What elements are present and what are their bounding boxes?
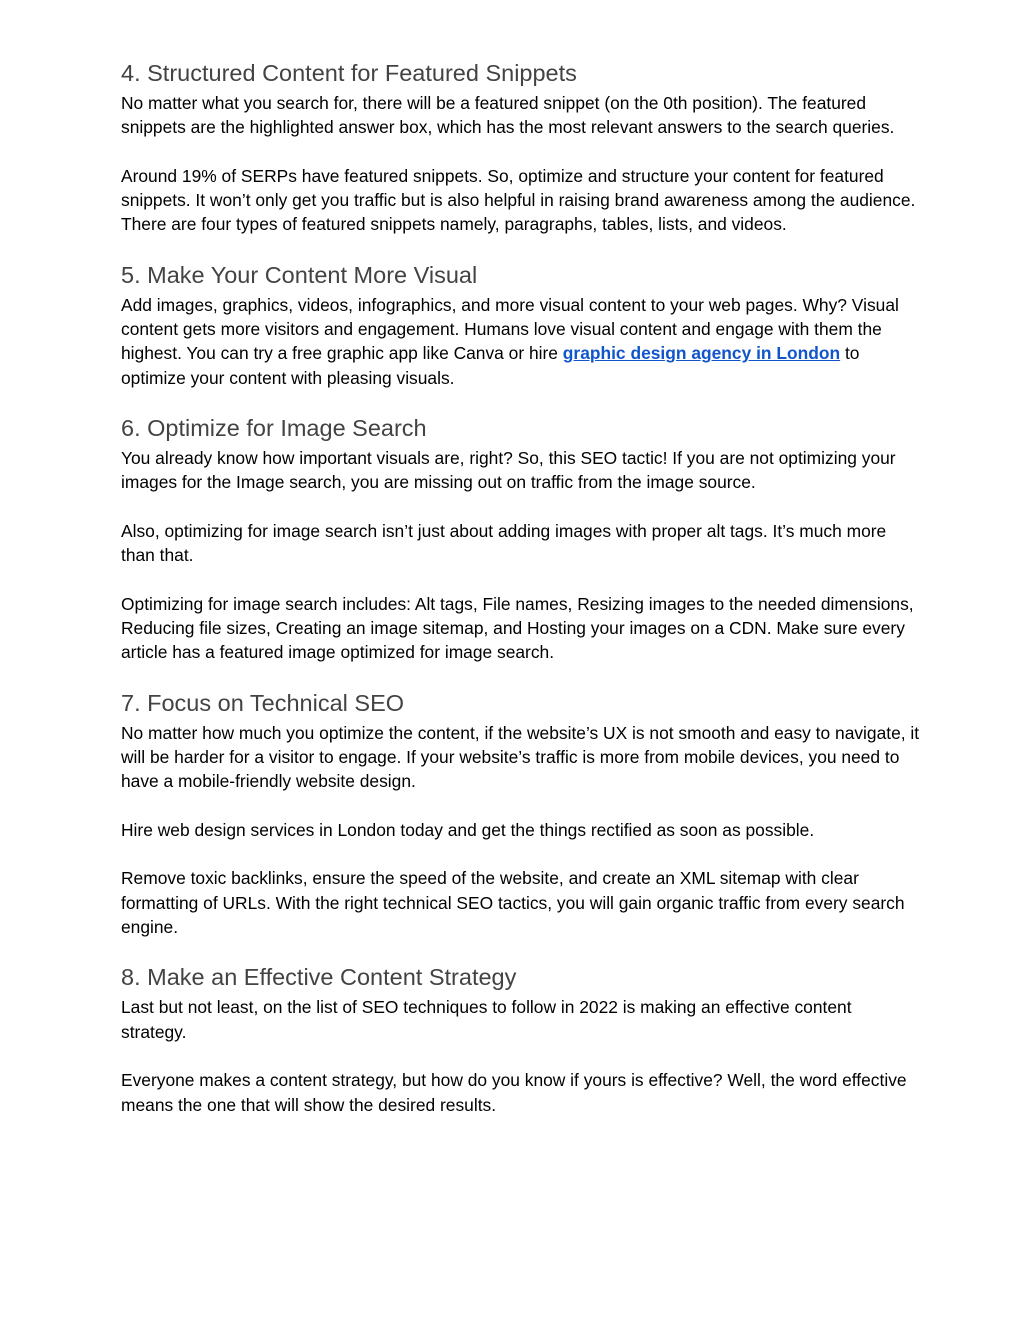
section-technical-seo	[121, 686, 921, 940]
section-featured-snippets	[121, 56, 921, 237]
paragraph-text: to optimize your content with pleasing visuals.	[121, 343, 860, 388]
section-heading: 4. Structured Content for Featured Snippets	[121, 60, 577, 86]
section-image-search	[121, 411, 921, 665]
paragraph: Around 19% of SERPs have featured snippets. So, optimize and structure your content for featured snippets. It won’t only get you traffic but is also helpful in raising brand awareness among the audience. There are four types of featured snippets namely, paragraphs, tables, lists, and videos.	[121, 165, 916, 235]
section-content-strategy	[121, 960, 921, 1116]
paragraph: No matter how much you optimize the content, if the website’s UX is not smooth and easy to navigate, it will be harder for a visitor to engage. If your website’s traffic is more from mobile devices, you need to have a mobile-friendly website design.	[121, 722, 920, 792]
section-heading: 6. Optimize for Image Search	[121, 414, 427, 441]
paragraph	[121, 293, 921, 390]
section-heading: 8. Make an Effective Content Strategy	[121, 964, 517, 991]
section-visual-content	[121, 258, 921, 390]
section-heading: 7. Focus on Technical SEO	[121, 689, 405, 716]
paragraph: Optimizing for image search includes: Alt tags, File names, Resizing images to the needed dimensions, Reducing file sizes, Creating an image sitemap, and Hosting your images on a CDN. Make sure every article has a featured image optimized for image search.	[121, 593, 914, 663]
paragraph: Last but not least, on the list of SEO techniques to follow in 2022 is making an effective content strategy.	[121, 997, 852, 1042]
paragraph: No matter what you search for, there will be a featured snippet (on the 0th position). The featured snippets are the highlighted answer box, which has the most relevant answers to the search queries.	[121, 93, 895, 138]
document-page	[121, 56, 921, 1117]
paragraph-text: Add images, graphics, videos, infographics, and more visual content to your web pages. Why? Visual content gets more visitors and engagement. Humans love visual content and engage with them the highest. You can try a free graphic app like Canva or hire	[121, 294, 899, 364]
section-heading: 5. Make Your Content More Visual	[121, 261, 478, 288]
paragraph: Everyone makes a content strategy, but how do you know if yours is effective? Well, the word effective means the one that will show the desired results.	[121, 1070, 907, 1115]
paragraph: You already know how important visuals are, right? So, this SEO tactic! If you are not optimizing your images for the Image search, you are missing out on traffic from the image source.	[121, 447, 896, 493]
paragraph: Hire web design services in London today and get the things rectified as soon as possible.	[121, 819, 815, 840]
graphic-design-agency-link[interactable]: graphic design agency in London	[562, 343, 841, 364]
paragraph: Remove toxic backlinks, ensure the speed of the website, and create an XML sitemap with clear formatting of URLs. With the right technical SEO tactics, you will gain organic traffic from every search engine.	[121, 868, 905, 938]
paragraph: Also, optimizing for image search isn’t just about adding images with proper alt tags. It’s much more than that.	[121, 520, 887, 566]
